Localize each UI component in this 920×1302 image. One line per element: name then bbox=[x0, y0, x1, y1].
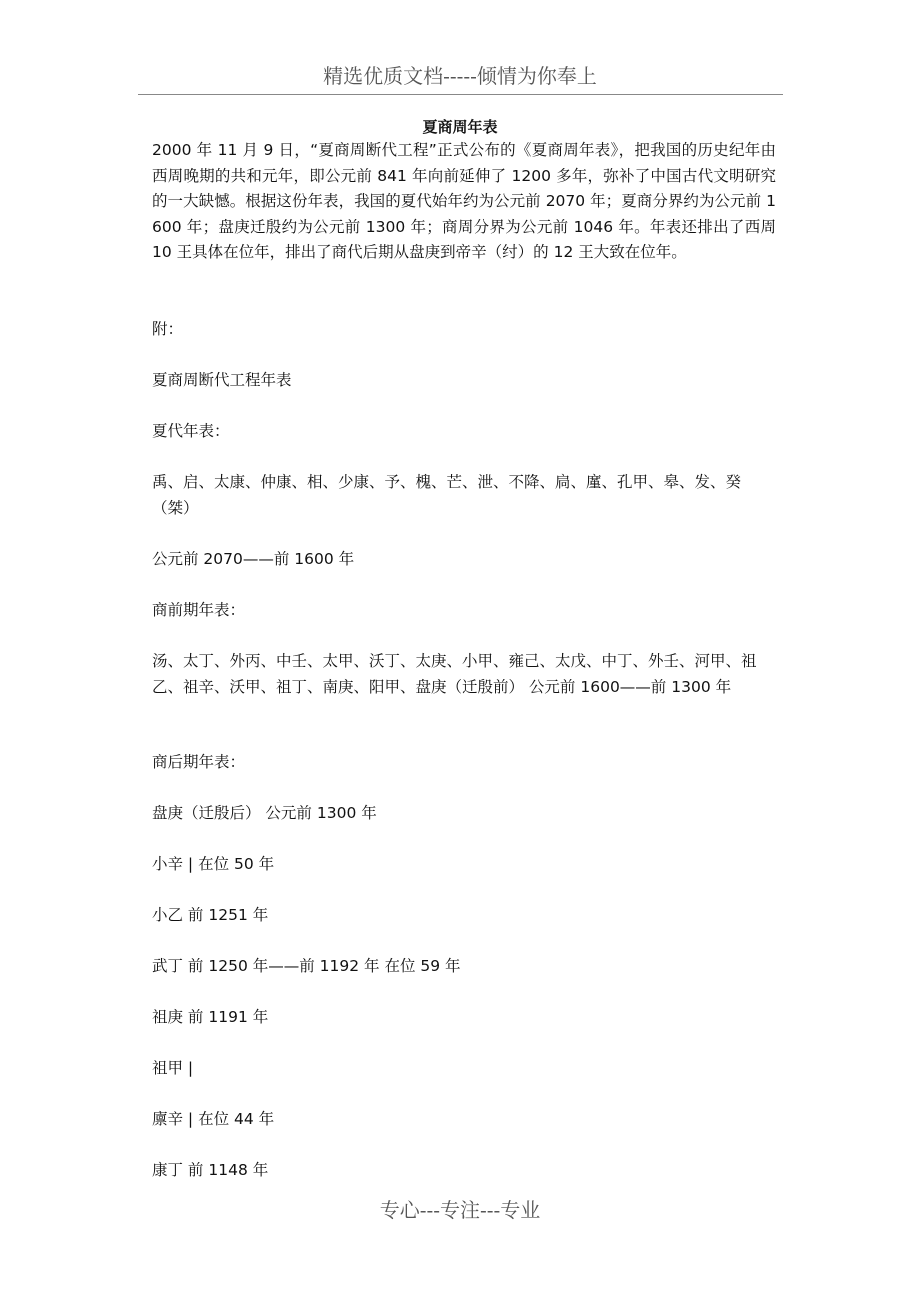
shang-late-entry: 廪辛 | 在位 44 年 bbox=[152, 1110, 275, 1128]
shang-late-heading: 商后期年表： bbox=[152, 753, 246, 771]
header-divider bbox=[138, 94, 783, 95]
shang-early-kings: 汤、太丁、外丙、中壬、太甲、沃丁、太庚、小甲、雍己、太戊、中丁、外壬、河甲、祖乙、祖辛、沃甲、祖丁、南庚、阳甲、盘庚（迁殷前） 公元前 1600——前 1300 年 bbox=[152, 652, 757, 696]
document-title: 夏商周年表 bbox=[422, 118, 498, 136]
xia-kings: 禹、启、太康、仲康、相、少康、予、槐、芒、泄、不降、扃、廑、孔甲、皋、发、癸（桀） bbox=[152, 473, 742, 517]
table-title: 夏商周断代工程年表 bbox=[152, 371, 292, 389]
page-footer: 专心---专注---专业 bbox=[379, 1198, 541, 1222]
shang-late-entry: 祖庚 前 1191 年 bbox=[152, 1008, 269, 1026]
shang-late-entry: 小乙 前 1251 年 bbox=[152, 906, 269, 924]
page-header: 精选优质文档-----倾情为你奉上 bbox=[323, 64, 597, 88]
shang-late-entry: 小辛 | 在位 50 年 bbox=[152, 855, 275, 873]
shang-late-entry: 康丁 前 1148 年 bbox=[152, 1161, 269, 1179]
intro-paragraph: 2000 年 11 月 9 日，“夏商周断代工程”正式公布的《夏商周年表》，把我国的历史纪年由西周晚期的共和元年，即公元前 841 年向前延伸了 1200 多年，弥补了中国古代文明研究的一大缺憾。根据这份年表，我国的夏代始年约为公元前 2070 年；夏商分界约为公元前 1600 年；盘庚迁殷约为公元前 1300 年；商周分界为公元前 1046 年。年表还排出了西周 10 王具体在位年，排出了商代后期从盘庚到帝辛（纣）的 12 王大致在位年。 bbox=[152, 141, 776, 262]
shang-late-entry: 祖甲 | bbox=[152, 1059, 194, 1077]
appendix-label: 附： bbox=[152, 320, 184, 338]
shang-early-heading: 商前期年表： bbox=[152, 601, 246, 619]
xia-period: 公元前 2070——前 1600 年 bbox=[152, 550, 355, 568]
shang-late-entry: 武丁 前 1250 年——前 1192 年 在位 59 年 bbox=[152, 957, 461, 975]
shang-late-entry: 盘庚（迁殷后） 公元前 1300 年 bbox=[152, 804, 377, 822]
xia-heading: 夏代年表： bbox=[152, 422, 230, 440]
